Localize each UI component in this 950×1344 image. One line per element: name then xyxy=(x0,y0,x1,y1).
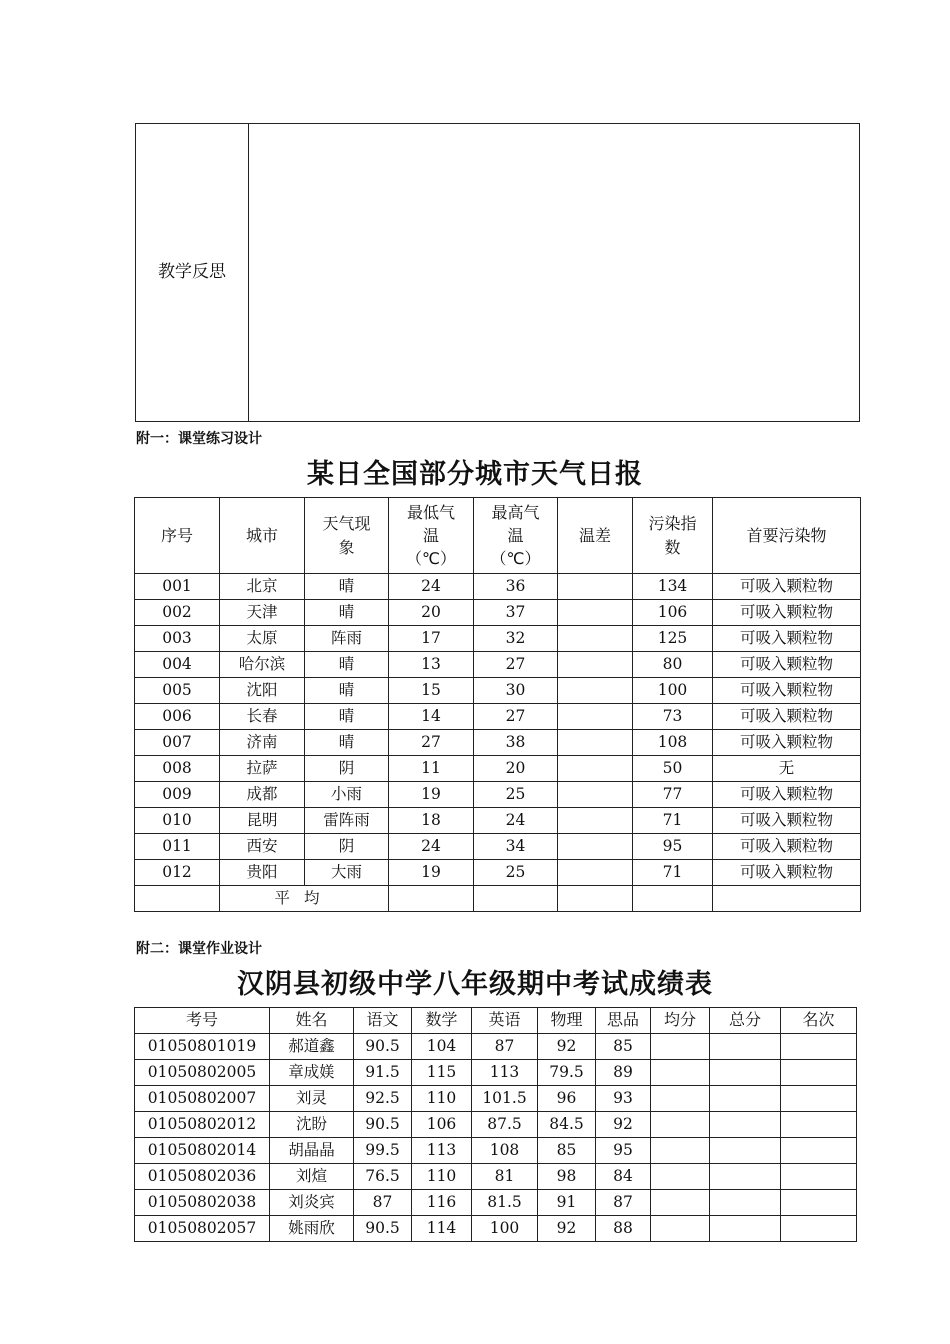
weather-table-title: 某日全国部分城市天气日报 xyxy=(307,459,643,490)
weather-cell-seq: 003 xyxy=(135,626,220,652)
table-row xyxy=(135,574,861,600)
weather-cell-seq: 001 xyxy=(135,574,220,600)
scores-cell: 91 xyxy=(538,1190,596,1216)
weather-cell-high: 24 xyxy=(474,808,558,834)
scores-header-cell: 物理 xyxy=(538,1008,596,1034)
weather-cell-pollutant: 可吸入颗粒物 xyxy=(713,678,861,704)
scores-cell xyxy=(710,1034,781,1060)
scores-header-cell: 总分 xyxy=(710,1008,781,1034)
weather-cell-diff xyxy=(558,860,633,886)
scores-cell xyxy=(651,1060,710,1086)
weather-cell-low: 14 xyxy=(389,704,474,730)
weather-cell-low: 20 xyxy=(389,600,474,626)
scores-cell: 87 xyxy=(596,1190,651,1216)
weather-cell-pollutant: 可吸入颗粒物 xyxy=(713,860,861,886)
scores-cell: 95 xyxy=(596,1138,651,1164)
scores-header-cell: 语文 xyxy=(354,1008,412,1034)
weather-cell-aqi: 134 xyxy=(633,574,713,600)
weather-cell-aqi: 71 xyxy=(633,860,713,886)
table-row xyxy=(135,834,861,860)
table-row xyxy=(135,1216,857,1242)
weather-cell-pollutant: 可吸入颗粒物 xyxy=(713,782,861,808)
weather-cell-high: 36 xyxy=(474,574,558,600)
scores-cell: 92 xyxy=(538,1216,596,1242)
scores-cell xyxy=(781,1164,857,1190)
weather-cell-seq: 004 xyxy=(135,652,220,678)
weather-cell-weather: 晴 xyxy=(305,730,389,756)
reflection-table xyxy=(135,123,860,422)
weather-cell-weather: 晴 xyxy=(305,600,389,626)
header-temp-diff: 温差 xyxy=(558,498,633,574)
reflection-label: 教学反思 xyxy=(136,124,249,422)
scores-cell xyxy=(651,1034,710,1060)
weather-cell-weather: 阴 xyxy=(305,834,389,860)
weather-cell-seq: 008 xyxy=(135,756,220,782)
weather-cell-city: 长春 xyxy=(220,704,305,730)
weather-cell-seq: 005 xyxy=(135,678,220,704)
scores-cell: 81.5 xyxy=(472,1190,538,1216)
weather-cell-diff xyxy=(558,600,633,626)
scores-cell: 114 xyxy=(412,1216,472,1242)
weather-cell-diff xyxy=(558,574,633,600)
weather-cell-low: 24 xyxy=(389,834,474,860)
weather-cell-city: 北京 xyxy=(220,574,305,600)
scores-header-cell: 英语 xyxy=(472,1008,538,1034)
weather-cell-city: 成都 xyxy=(220,782,305,808)
average-empty-cell xyxy=(135,886,220,912)
weather-cell-seq: 011 xyxy=(135,834,220,860)
weather-cell-aqi: 108 xyxy=(633,730,713,756)
weather-cell-weather: 雷阵雨 xyxy=(305,808,389,834)
table-row xyxy=(135,1112,857,1138)
scores-cell: 刘煊 xyxy=(270,1164,354,1190)
scores-cell: 76.5 xyxy=(354,1164,412,1190)
weather-cell-pollutant: 可吸入颗粒物 xyxy=(713,834,861,860)
scores-header-cell: 名次 xyxy=(781,1008,857,1034)
scores-cell xyxy=(651,1086,710,1112)
scores-cell: 92 xyxy=(538,1034,596,1060)
table-row xyxy=(135,600,861,626)
header-aqi: 污染指 数 xyxy=(633,498,713,574)
scores-header-cell: 思品 xyxy=(596,1008,651,1034)
scores-cell: 01050802012 xyxy=(135,1112,270,1138)
weather-cell-low: 27 xyxy=(389,730,474,756)
scores-cell: 01050802057 xyxy=(135,1216,270,1242)
table-row xyxy=(135,1164,857,1190)
scores-table-title: 汉阴县初级中学八年级期中考试成绩表 xyxy=(237,969,713,1000)
scores-cell: 110 xyxy=(412,1086,472,1112)
appendix1-heading: 附一：课堂练习设计 xyxy=(136,431,262,447)
weather-cell-diff xyxy=(558,730,633,756)
scores-header-cell: 均分 xyxy=(651,1008,710,1034)
average-cell xyxy=(713,886,861,912)
weather-cell-low: 11 xyxy=(389,756,474,782)
weather-cell-pollutant: 可吸入颗粒物 xyxy=(713,626,861,652)
weather-cell-high: 34 xyxy=(474,834,558,860)
scores-cell: 沈盼 xyxy=(270,1112,354,1138)
scores-cell: 100 xyxy=(472,1216,538,1242)
weather-cell-diff xyxy=(558,652,633,678)
weather-cell-diff xyxy=(558,678,633,704)
weather-cell-city: 哈尔滨 xyxy=(220,652,305,678)
scores-cell: 01050802007 xyxy=(135,1086,270,1112)
scores-cell: 88 xyxy=(596,1216,651,1242)
scores-cell xyxy=(710,1112,781,1138)
weather-cell-low: 17 xyxy=(389,626,474,652)
scores-cell xyxy=(710,1190,781,1216)
weather-cell-weather: 晴 xyxy=(305,574,389,600)
weather-cell-low: 19 xyxy=(389,782,474,808)
weather-header-row xyxy=(135,498,861,574)
scores-header-cell: 数学 xyxy=(412,1008,472,1034)
weather-cell-aqi: 71 xyxy=(633,808,713,834)
weather-cell-pollutant: 可吸入颗粒物 xyxy=(713,808,861,834)
scores-header-cell: 考号 xyxy=(135,1008,270,1034)
scores-cell: 116 xyxy=(412,1190,472,1216)
weather-cell-low: 18 xyxy=(389,808,474,834)
header-low-temp: 最低气 温 （℃） xyxy=(389,498,474,574)
appendix2-heading: 附二：课堂作业设计 xyxy=(136,941,262,957)
scores-header-row xyxy=(135,1008,857,1034)
table-row xyxy=(135,730,861,756)
average-row xyxy=(135,886,861,912)
scores-cell xyxy=(781,1216,857,1242)
weather-cell-pollutant: 无 xyxy=(713,756,861,782)
scores-cell xyxy=(710,1060,781,1086)
scores-cell: 85 xyxy=(538,1138,596,1164)
scores-cell xyxy=(651,1112,710,1138)
weather-cell-low: 15 xyxy=(389,678,474,704)
scores-cell: 91.5 xyxy=(354,1060,412,1086)
table-row xyxy=(135,678,861,704)
scores-cell: 87.5 xyxy=(472,1112,538,1138)
table-row xyxy=(135,1060,857,1086)
header-pollutant: 首要污染物 xyxy=(713,498,861,574)
scores-cell: 96 xyxy=(538,1086,596,1112)
scores-cell xyxy=(710,1164,781,1190)
weather-cell-aqi: 100 xyxy=(633,678,713,704)
scores-cell: 81 xyxy=(472,1164,538,1190)
weather-cell-seq: 012 xyxy=(135,860,220,886)
scores-table xyxy=(134,1007,857,1242)
scores-cell xyxy=(710,1138,781,1164)
scores-cell: 101.5 xyxy=(472,1086,538,1112)
weather-cell-weather: 晴 xyxy=(305,678,389,704)
table-row xyxy=(135,704,861,730)
table-row xyxy=(135,756,861,782)
weather-cell-aqi: 95 xyxy=(633,834,713,860)
weather-cell-city: 济南 xyxy=(220,730,305,756)
scores-cell: 93 xyxy=(596,1086,651,1112)
weather-cell-high: 38 xyxy=(474,730,558,756)
weather-cell-seq: 006 xyxy=(135,704,220,730)
scores-cell: 84 xyxy=(596,1164,651,1190)
scores-cell xyxy=(781,1060,857,1086)
weather-table xyxy=(134,497,861,912)
scores-cell: 104 xyxy=(412,1034,472,1060)
scores-cell: 87 xyxy=(472,1034,538,1060)
weather-cell-weather: 大雨 xyxy=(305,860,389,886)
weather-cell-aqi: 73 xyxy=(633,704,713,730)
weather-cell-aqi: 50 xyxy=(633,756,713,782)
weather-cell-high: 27 xyxy=(474,704,558,730)
scores-cell: 01050802014 xyxy=(135,1138,270,1164)
scores-cell xyxy=(710,1216,781,1242)
scores-cell: 79.5 xyxy=(538,1060,596,1086)
average-cell xyxy=(389,886,474,912)
weather-cell-aqi: 80 xyxy=(633,652,713,678)
scores-cell: 01050802038 xyxy=(135,1190,270,1216)
weather-cell-diff xyxy=(558,782,633,808)
weather-cell-aqi: 106 xyxy=(633,600,713,626)
table-row xyxy=(135,860,861,886)
scores-cell: 98 xyxy=(538,1164,596,1190)
weather-cell-diff xyxy=(558,756,633,782)
scores-cell: 110 xyxy=(412,1164,472,1190)
weather-cell-low: 19 xyxy=(389,860,474,886)
average-cell xyxy=(474,886,558,912)
weather-cell-seq: 009 xyxy=(135,782,220,808)
scores-cell: 87 xyxy=(354,1190,412,1216)
scores-cell xyxy=(651,1138,710,1164)
scores-header-cell: 姓名 xyxy=(270,1008,354,1034)
scores-cell: 刘炎宾 xyxy=(270,1190,354,1216)
weather-cell-city: 太原 xyxy=(220,626,305,652)
scores-cell: 刘灵 xyxy=(270,1086,354,1112)
scores-cell: 01050802005 xyxy=(135,1060,270,1086)
header-city: 城市 xyxy=(220,498,305,574)
scores-cell: 郝道鑫 xyxy=(270,1034,354,1060)
table-row xyxy=(135,782,861,808)
scores-cell: 89 xyxy=(596,1060,651,1086)
weather-cell-low: 24 xyxy=(389,574,474,600)
scores-cell: 99.5 xyxy=(354,1138,412,1164)
weather-cell-city: 天津 xyxy=(220,600,305,626)
scores-cell: 01050802036 xyxy=(135,1164,270,1190)
weather-cell-pollutant: 可吸入颗粒物 xyxy=(713,600,861,626)
weather-cell-seq: 010 xyxy=(135,808,220,834)
scores-cell: 113 xyxy=(412,1138,472,1164)
weather-cell-seq: 007 xyxy=(135,730,220,756)
table-row xyxy=(135,1138,857,1164)
scores-cell: 章成媄 xyxy=(270,1060,354,1086)
weather-cell-diff xyxy=(558,808,633,834)
average-cell xyxy=(633,886,713,912)
header-weather: 天气现 象 xyxy=(305,498,389,574)
scores-cell: 113 xyxy=(472,1060,538,1086)
weather-cell-seq: 002 xyxy=(135,600,220,626)
scores-cell: 92.5 xyxy=(354,1086,412,1112)
weather-cell-city: 西安 xyxy=(220,834,305,860)
scores-cell: 胡晶晶 xyxy=(270,1138,354,1164)
reflection-content xyxy=(249,124,860,422)
header-seq: 序号 xyxy=(135,498,220,574)
weather-cell-weather: 小雨 xyxy=(305,782,389,808)
weather-cell-high: 27 xyxy=(474,652,558,678)
weather-cell-pollutant: 可吸入颗粒物 xyxy=(713,704,861,730)
scores-cell xyxy=(651,1190,710,1216)
table-row xyxy=(135,626,861,652)
scores-cell: 108 xyxy=(472,1138,538,1164)
weather-cell-high: 20 xyxy=(474,756,558,782)
average-label: 平均 xyxy=(220,886,389,912)
table-row xyxy=(135,1086,857,1112)
weather-cell-city: 贵阳 xyxy=(220,860,305,886)
weather-cell-pollutant: 可吸入颗粒物 xyxy=(713,652,861,678)
weather-cell-high: 30 xyxy=(474,678,558,704)
scores-cell xyxy=(781,1112,857,1138)
weather-cell-pollutant: 可吸入颗粒物 xyxy=(713,730,861,756)
weather-cell-weather: 阴 xyxy=(305,756,389,782)
table-row xyxy=(135,808,861,834)
scores-cell xyxy=(781,1190,857,1216)
weather-cell-diff xyxy=(558,834,633,860)
scores-cell: 115 xyxy=(412,1060,472,1086)
scores-cell: 84.5 xyxy=(538,1112,596,1138)
scores-cell: 106 xyxy=(412,1112,472,1138)
scores-cell: 92 xyxy=(596,1112,651,1138)
weather-cell-weather: 阵雨 xyxy=(305,626,389,652)
weather-cell-high: 37 xyxy=(474,600,558,626)
scores-cell: 姚雨欣 xyxy=(270,1216,354,1242)
scores-cell xyxy=(651,1164,710,1190)
scores-cell: 01050801019 xyxy=(135,1034,270,1060)
table-row xyxy=(135,652,861,678)
weather-cell-high: 32 xyxy=(474,626,558,652)
scores-cell xyxy=(651,1216,710,1242)
scores-cell xyxy=(781,1086,857,1112)
weather-cell-high: 25 xyxy=(474,782,558,808)
scores-cell: 90.5 xyxy=(354,1216,412,1242)
scores-cell xyxy=(781,1034,857,1060)
table-row xyxy=(135,1034,857,1060)
table-row xyxy=(135,1190,857,1216)
weather-cell-diff xyxy=(558,626,633,652)
weather-cell-city: 沈阳 xyxy=(220,678,305,704)
header-high-temp: 最高气 温 （℃） xyxy=(474,498,558,574)
weather-cell-high: 25 xyxy=(474,860,558,886)
weather-cell-aqi: 77 xyxy=(633,782,713,808)
weather-cell-aqi: 125 xyxy=(633,626,713,652)
scores-cell: 85 xyxy=(596,1034,651,1060)
weather-cell-city: 昆明 xyxy=(220,808,305,834)
weather-cell-weather: 晴 xyxy=(305,704,389,730)
scores-cell xyxy=(781,1138,857,1164)
average-cell xyxy=(558,886,633,912)
weather-cell-city: 拉萨 xyxy=(220,756,305,782)
weather-cell-low: 13 xyxy=(389,652,474,678)
scores-cell: 90.5 xyxy=(354,1112,412,1138)
weather-cell-diff xyxy=(558,704,633,730)
weather-cell-pollutant: 可吸入颗粒物 xyxy=(713,574,861,600)
scores-cell: 90.5 xyxy=(354,1034,412,1060)
scores-cell xyxy=(710,1086,781,1112)
weather-cell-weather: 晴 xyxy=(305,652,389,678)
